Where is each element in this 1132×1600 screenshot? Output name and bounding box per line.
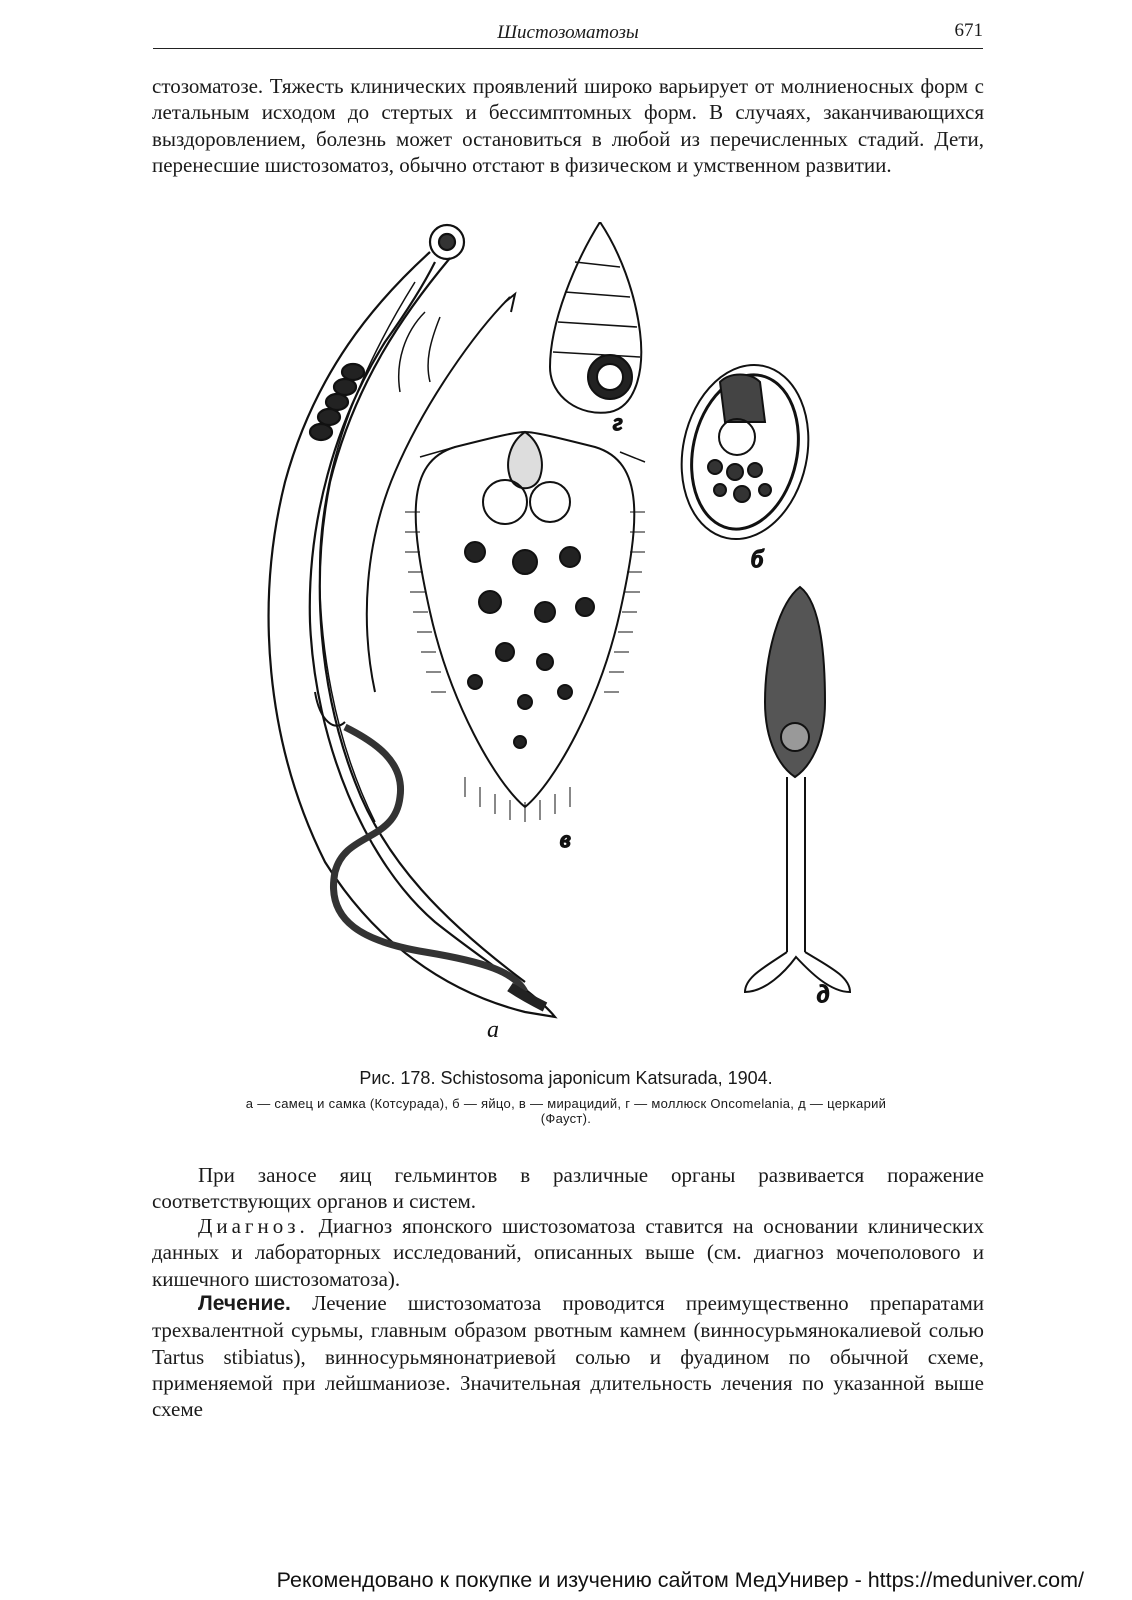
treatment-heading: Лечение. bbox=[198, 1292, 291, 1315]
female-body bbox=[333, 727, 525, 992]
cercaria-drawing bbox=[745, 587, 850, 1008]
figure-caption-title: Рис. 178. Schistosoma japonicum Katsurada, 1904. bbox=[359, 1068, 773, 1088]
worm-pair-drawing bbox=[269, 225, 555, 1017]
treatment-text: Лечение шистозоматоза проводится преимущественно препаратами трехвалентной сурьмы, главным образом рвотным камнем (винносурьмянокалиевой солью Tartus stibiatus), винносурьмянонатриевой солью и фуадином по обычной схеме, применяемой при лейшманиозе. Значительная длительность лечения по указанной выше схеме bbox=[152, 1291, 984, 1422]
paragraph-diagnosis bbox=[152, 1213, 984, 1292]
page-number: 671 bbox=[954, 20, 983, 41]
diagnosis-heading: Диагноз. bbox=[198, 1214, 309, 1238]
paragraph-2: При заносе яиц гельминтов в различные органы развивается поражение соответствующих органов и систем. bbox=[152, 1163, 984, 1214]
egg-drawing bbox=[666, 353, 824, 573]
male-body bbox=[269, 252, 555, 1017]
cercaria-tail bbox=[787, 777, 805, 952]
figure-illustration bbox=[225, 222, 905, 1057]
footer-watermark: Рекомендовано к покупке и изучению сайтом МедУнивер - https://meduniver.com/ bbox=[276, 1568, 1084, 1592]
label-v: в bbox=[560, 827, 571, 853]
running-header bbox=[153, 14, 983, 49]
label-d: д bbox=[817, 982, 830, 1008]
diagnosis-text: Диагноз японского шистозоматоза ставится на основании клинических данных и лабораторных исследований, описанных выше (см. диагноз мочеполового и кишечного шистозоматоза). bbox=[152, 1214, 984, 1291]
testes bbox=[310, 364, 364, 440]
paragraph-1: стозоматозе. Тяжесть клинических проявлений широко варьирует от молниеносных форм с летальным исходом до стертых и бессимптомных форм. В случаях, заканчивающихся выздоровлением, болезнь может остановиться в любой из перечисленных стадий. Дети, перенесшие шистозоматоз, обычно отстают в физическом и умственном развитии. bbox=[152, 74, 984, 177]
label-g: г bbox=[613, 410, 623, 436]
label-b: б bbox=[751, 547, 764, 573]
paragraph-treatment bbox=[152, 1290, 984, 1422]
running-title: Шистозоматозы bbox=[497, 22, 639, 43]
figure-178 bbox=[225, 222, 905, 1057]
figure-caption-text: а — самец и самка (Котсурада), б — яйцо, в — мирацидий, г — моллюск Oncomelania, д — церкарий (Фауст). bbox=[245, 1096, 887, 1126]
label-a: а bbox=[487, 1017, 499, 1043]
snail-drawing bbox=[550, 222, 641, 436]
cercaria-fork bbox=[745, 952, 850, 992]
oral-sucker-center bbox=[439, 234, 455, 250]
miracidium-drawing bbox=[405, 432, 645, 853]
